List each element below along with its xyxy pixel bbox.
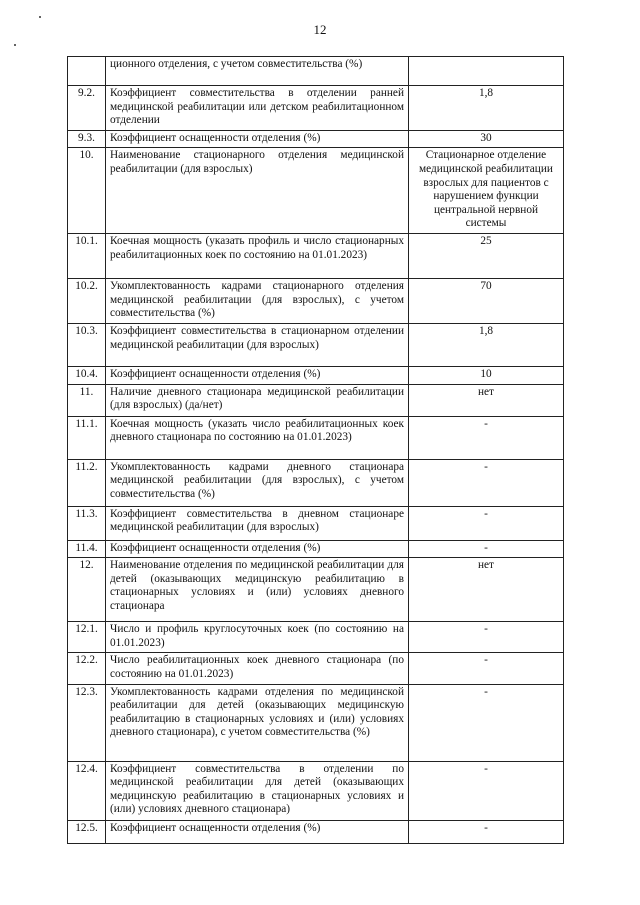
table-row — [68, 684, 564, 761]
row-number: 12.4. — [68, 761, 106, 820]
table-row — [68, 558, 564, 622]
table-row — [68, 820, 564, 843]
table-row — [68, 57, 564, 86]
scan-speck — [39, 16, 41, 18]
table-row — [68, 366, 564, 384]
table-row — [68, 384, 564, 416]
row-description: Наименование отделения по медицинской реабилитации для детей (оказывающих медицинскую реабилитацию в стационарных условиях и (или) условиях дневного стационара — [106, 558, 409, 622]
table-row — [68, 148, 564, 234]
row-description: Укомплектованность кадрами отделения по медицинской реабилитации для детей (оказывающих медицинскую реабилитацию в стационарных условиях и (или) условиях дневного стационара), с учетом совместительства (%) — [106, 684, 409, 761]
table-row — [68, 622, 564, 653]
row-value: - — [409, 506, 564, 540]
row-description: Число реабилитационных коек дневного стационара (по состоянию на 01.01.2023) — [106, 653, 409, 684]
row-number: 12.2. — [68, 653, 106, 684]
scan-speck — [14, 44, 16, 46]
table-row — [68, 761, 564, 820]
page-number: 12 — [313, 22, 327, 37]
row-description: ционного отделения, с учетом совместительства (%) — [106, 57, 409, 86]
row-number: 10.3. — [68, 323, 106, 366]
row-value: 30 — [409, 130, 564, 148]
table-body — [68, 57, 564, 844]
row-number: 10. — [68, 148, 106, 234]
row-description: Коэффициент совместительства в отделении ранней медицинской реабилитации или детском реабилитационном отделении — [106, 86, 409, 131]
row-number: 11. — [68, 384, 106, 416]
table-row — [68, 233, 564, 278]
row-number: 12.3. — [68, 684, 106, 761]
row-description: Укомплектованность кадрами стационарного отделения медицинской реабилитации (для взрослых), с учетом совместительства (%) — [106, 278, 409, 323]
table-row — [68, 653, 564, 684]
row-number: 9.3. — [68, 130, 106, 148]
row-value: 10 — [409, 366, 564, 384]
row-number: 12.1. — [68, 622, 106, 653]
row-number: 12.5. — [68, 820, 106, 843]
indicators-table — [67, 56, 564, 844]
row-number: 11.3. — [68, 506, 106, 540]
row-description: Наличие дневного стационара медицинской реабилитации (для взрослых) (да/нет) — [106, 384, 409, 416]
row-value: 1,8 — [409, 323, 564, 366]
row-value: 1,8 — [409, 86, 564, 131]
row-value: - — [409, 653, 564, 684]
row-description: Коэффициент оснащенности отделения (%) — [106, 820, 409, 843]
row-description: Коэффициент оснащенности отделения (%) — [106, 540, 409, 558]
table-row — [68, 540, 564, 558]
row-value: 25 — [409, 233, 564, 278]
row-number: 10.2. — [68, 278, 106, 323]
row-value — [409, 57, 564, 86]
row-value: - — [409, 761, 564, 820]
row-number: 11.2. — [68, 459, 106, 506]
row-description: Коечная мощность (указать число реабилитационных коек дневного стационара по состоянию на 01.01.2023) — [106, 416, 409, 459]
table-row — [68, 323, 564, 366]
row-description: Коэффициент совместительства в дневном стационаре медицинской реабилитации (для взрослых) — [106, 506, 409, 540]
row-number: 11.1. — [68, 416, 106, 459]
row-description: Число и профиль круглосуточных коек (по состоянию на 01.01.2023) — [106, 622, 409, 653]
row-description: Коэффициент оснащенности отделения (%) — [106, 130, 409, 148]
table-row — [68, 86, 564, 131]
row-number: 10.4. — [68, 366, 106, 384]
table-row — [68, 130, 564, 148]
row-value: - — [409, 540, 564, 558]
row-value: - — [409, 622, 564, 653]
table-row — [68, 459, 564, 506]
row-value: - — [409, 684, 564, 761]
row-value: - — [409, 820, 564, 843]
row-number: 11.4. — [68, 540, 106, 558]
table-row — [68, 506, 564, 540]
row-number: 9.2. — [68, 86, 106, 131]
row-value: нет — [409, 558, 564, 622]
row-value: 70 — [409, 278, 564, 323]
row-description: Коэффициент совместительства в стационарном отделении медицинской реабилитации (для взрослых) — [106, 323, 409, 366]
row-description: Укомплектованность кадрами дневного стационара медицинской реабилитации (для взрослых), с учетом совместительства (%) — [106, 459, 409, 506]
table-row — [68, 416, 564, 459]
row-value: - — [409, 459, 564, 506]
row-value: - — [409, 416, 564, 459]
row-number: 10.1. — [68, 233, 106, 278]
row-value: нет — [409, 384, 564, 416]
row-value: Стационарное отделение медицинской реабилитации взрослых для пациентов с нарушением функции центральной нервной системы — [409, 148, 564, 234]
table-row — [68, 278, 564, 323]
row-description: Коэффициент совместительства в отделении по медицинской реабилитации для детей (оказывающих медицинскую реабилитацию в стационарных условиях и (или) условиях дневного стационара) — [106, 761, 409, 820]
row-number — [68, 57, 106, 86]
row-description: Коечная мощность (указать профиль и число стационарных реабилитационных коек по состоянию на 01.01.2023) — [106, 233, 409, 278]
row-description: Коэффициент оснащенности отделения (%) — [106, 366, 409, 384]
row-number: 12. — [68, 558, 106, 622]
row-description: Наименование стационарного отделения медицинской реабилитации (для взрослых) — [106, 148, 409, 234]
